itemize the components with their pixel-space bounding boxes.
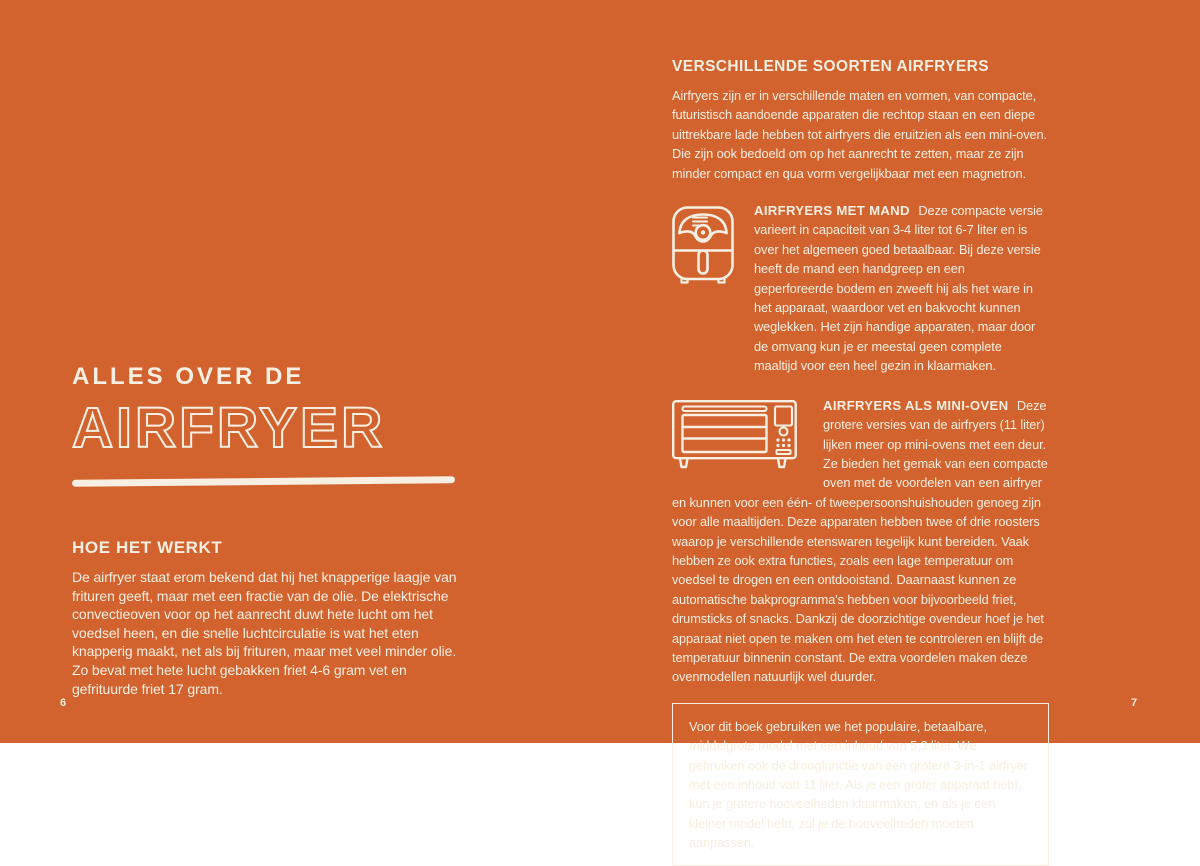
types-heading: VERSCHILLENDE SOORTEN AIRFRYERS [672, 58, 989, 75]
section-airfryers-als-mini-oven-heading: AIRFRYERS ALS MINI-OVEN [823, 397, 1009, 413]
title-underline-rule [72, 476, 455, 487]
chapter-title-block [72, 363, 464, 485]
section-airfryers-met-mand-body: Deze compacte versie varieert in capaciteit van 3-4 liter tot 6-7 liter en is over het algemeen goed betaalbaar. Bij deze versie heeft de mand een handgreep en een geperforeerde bodem en zweeft hij als het ware in het apparaat, waardoor vet en bakvocht kunnen weglekken. Het zijn handige apparaten, maar door de omvang kun je er meestal geen complete maaltijd voor een heel gezin in klaarmaken. [754, 203, 1043, 374]
airfryer-basket-icon [672, 206, 734, 376]
section-airfryers-met-mand-heading: AIRFRYERS MET MAND [754, 203, 910, 219]
note-box-paragraph: Voor dit boek gebruiken we het populaire, betaalbare, middelgrote model met een inhoud van 5,3 liter. We gebruiken ook de droogfunctie van een grotere 3-in-1 airfryer met een inhoud van 11 liter. Als je een groter apparaat hebt, kun je grotere hoeveelheden klaarmaken, en als je een kleiner model hebt, zul je de hoeveelheden moeten aanpassen. [689, 718, 1028, 851]
right-column [672, 58, 1049, 866]
page-number-right: 7 [1131, 697, 1138, 709]
section-airfryers-als-mini-oven [672, 396, 1049, 687]
how-it-works-section [72, 538, 466, 698]
types-intro-paragraph: Airfryers zijn er in verschillende maten en vormen, van compacte, futuristisch aandoende apparaten die rechtop staan en een diepe uittrekbare lade hebben tot airfryers die eruitzien als een mini-oven. Die zijn ook bedoeld om op het aanrecht te zetten, maar ze zijn minder compact en qua vorm vergelijkbaar met een magnetron. [672, 88, 1047, 181]
section-airfryers-met-mand [672, 201, 1049, 376]
section-airfryers-als-mini-oven-body: Deze grotere versies van de airfryers (11 liter) lijken meer op mini-ovens met een deur. Ze bieden het gemak van een compacte oven met de voordelen van een airfryer en kunnen voor een één- of tweepersoonshuishouden genoeg zijn voor alle maaltijden. Deze apparaten hebben twee of drie roosters waarop je verschillende etenswaren tegelijk kunt bereiden. Vaak hebben ze ook extra functies, zoals een lage temperatuur om voedsel te drogen en een ontdooistand. Daarnaast kunnen ze automatische bakprogramma's hebben voor bijvoorbeeld friet, drumsticks of snacks. Dankzij de doorzichtige ovendeur hoef je het apparaat niet open te maken om het eten te controleren en blijft de temperatuur binnenin constant. De extra voordelen maken deze ovenmodellen natuurlijk wel duurder. [672, 397, 1048, 685]
chapter-title-main: AIRFRYER [72, 395, 386, 460]
chapter-title-kicker: ALLES OVER DE [72, 363, 305, 390]
section-airfryers-met-mand-paragraph [754, 201, 1046, 376]
how-it-works-heading: HOE HET WERKT [72, 538, 223, 557]
note-box [672, 703, 1049, 866]
mini-oven-icon [672, 400, 797, 470]
page-number-left: 6 [60, 697, 67, 709]
how-it-works-paragraph: De airfryer staat erom bekend dat hij het knapperige laagje van frituren geeft, maar met een fractie van de olie. De elektrische convectieoven voor op het aanrecht duwt hete lucht om het voedsel heen, en die snelle luchtcirculatie is wat het eten knapperig maakt, net als bij frituren, maar met veel minder olie. Zo bevat met hete lucht gebakken friet 4-6 gram vet en gefrituurde friet 17 gram. [72, 569, 457, 697]
